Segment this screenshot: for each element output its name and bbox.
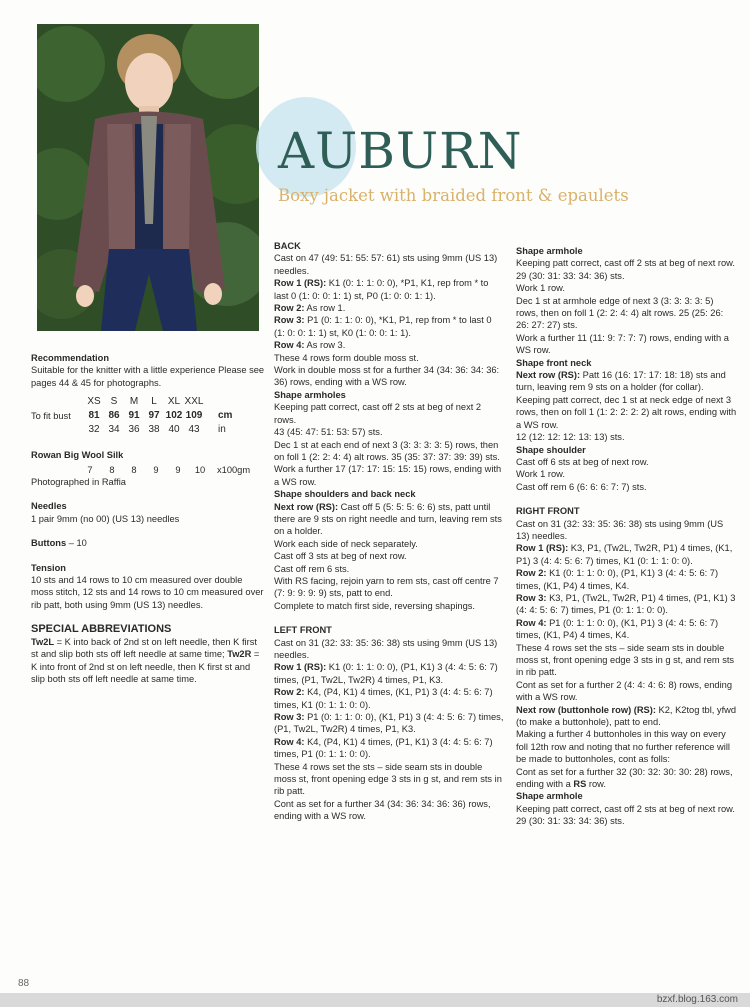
section-heading: Shape shoulder: [516, 444, 586, 455]
instruction: With RS facing, rejoin yarn to rem sts, cast off centre 7 (7: 9: 9: 9: 9) sts, patt to end.: [274, 575, 499, 599]
yarn-count: 8: [109, 464, 115, 475]
instruction: Work in double moss st for a further 34 (34: 36: 34: 36: 36) rows, ending with a WS row.: [274, 365, 500, 388]
row-label: Row 3:: [516, 592, 547, 603]
instruction: Cast on 31 (32: 33: 35: 36: 38) sts using 9mm (US 13) needles.: [516, 518, 724, 541]
row-label: Row 4:: [274, 340, 305, 351]
row-text: K1 (0: 1: 1: 0: 0), (P1, K1) 3 (4: 4: 5: 6: 7) times, (P1, Tw2L, Tw2R) 4 times, P1, K3.: [274, 662, 498, 685]
model-photo: [37, 24, 259, 331]
yarn-heading: Rowan Big Wool Silk: [31, 450, 124, 461]
needles-heading: Needles: [31, 501, 67, 512]
instruction-emphasis: RS: [573, 779, 587, 790]
row-text: P1 (0: 1: 1: 0: 0), (K1, P1) 3 (4: 4: 5: 6: 7) times, (K1, P4) 4 times, K4.: [516, 617, 719, 641]
instruction: These 4 rows set the sts – side seam sts in double moss st, front opening edge 3 sts in g st, and rem sts in rib patt.: [274, 761, 502, 797]
size-label: XXL: [184, 396, 204, 408]
instruction-row: [274, 661, 504, 686]
buttons-text: – 10: [68, 538, 87, 549]
instruction: These 4 rows form double moss st.: [274, 352, 419, 363]
bust-in: 32: [88, 424, 100, 436]
row-label: Row 2:: [274, 303, 305, 314]
size-label: XL: [167, 396, 181, 408]
row-label: Row 1 (RS):: [274, 278, 327, 289]
row-label: Row 1 (RS):: [274, 662, 327, 673]
row-label: Next row (RS):: [274, 501, 339, 512]
bust-cm: 102: [165, 410, 183, 422]
row-text: K3, P1, (Tw2L, Tw2R, P1) 4 times, (K1, P1) 3 (4: 4: 5: 6: 7) times, K1 (0: 1: 1: 0: 0).: [516, 543, 733, 566]
abbreviations-text: [31, 636, 265, 686]
bust-in: 38: [148, 424, 160, 436]
abbreviations-heading: SPECIAL ABBREVIATIONS: [31, 623, 172, 636]
yarn-count: 9: [153, 464, 159, 475]
row-text: As row 1.: [304, 303, 346, 314]
instruction-row: [274, 686, 504, 711]
bust-in: 36: [128, 424, 140, 436]
row-text: Patt 16 (16: 17: 17: 18: 18) sts and turn, leaving rem 9 sts on a holder (for collar).: [516, 370, 726, 393]
instruction-row: [516, 617, 738, 642]
instruction-row: [274, 339, 504, 351]
instruction: 12 (12: 12: 12: 13: 13) sts.: [516, 432, 625, 443]
bust-cm: 97: [148, 410, 160, 422]
instruction: 43 (45: 47: 51: 53: 57) sts.: [274, 427, 383, 438]
section-heading: Shape shoulders and back neck: [274, 489, 416, 500]
row-label: Row 2:: [274, 687, 305, 698]
left-front-heading: LEFT FRONT: [274, 625, 332, 636]
instruction: Work 1 row.: [516, 283, 565, 294]
yarn-count: 9: [175, 464, 181, 475]
size-label: S: [110, 396, 118, 408]
pattern-subtitle: Boxy jacket with braided front & epaulets: [278, 186, 629, 205]
row-label: Row 2:: [516, 568, 547, 579]
row-text: Cast off 5 (5: 5: 5: 6: 6) sts, patt until there are 9 sts on right needle and turn, leaving rem sts on a holder.: [274, 501, 502, 537]
instruction: Dec 1 st at armhole edge of next 3 (3: 3: 3: 3: 5) rows, then on foll 1 (2: 2: 4: 4) alt rows. 25 (25: 26: 26: 27: 27) sts.: [516, 295, 724, 331]
row-label: Next row (buttonhole row) (RS):: [516, 704, 656, 715]
section-heading: Shape front neck: [516, 357, 592, 368]
instruction: Cast off rem 6 (6: 6: 6: 7: 7) sts.: [516, 481, 647, 492]
size-table: [31, 395, 232, 437]
model-illustration: [37, 24, 259, 331]
page-number: 88: [18, 978, 30, 989]
tension-text: 10 sts and 14 rows to 10 cm measured over double moss stitch, 12 sts and 14 rows to 10 cm measured over rib patt, both using 9mm (US 13) needles.: [31, 575, 264, 610]
instruction-row: [274, 501, 504, 538]
row-label: Row 1 (RS):: [516, 543, 569, 554]
yarn-count: 7: [87, 464, 93, 475]
instruction: Cast off rem 6 sts.: [274, 563, 350, 574]
back-heading: BACK: [274, 241, 301, 251]
yarn-count: 10: [194, 464, 206, 475]
tw2r-text: = K into front of 2nd st on left needle, then K first st and slip both sts off left needle at same time.: [31, 649, 260, 684]
bust-cm: 109: [185, 410, 203, 422]
instruction-row: [274, 277, 504, 302]
fit-label: To fit bust: [31, 411, 71, 422]
needles-text: 1 pair 9mm (no 00) (US 13) needles: [31, 513, 180, 524]
bust-cm: 81: [88, 410, 100, 422]
row-text: K3, P1, (Tw2L, Tw2R, P1) 4 times, (P1, K1) 3 (4: 4: 5: 6: 7) times, P1 (0: 1: 1: 0: 0).: [516, 592, 736, 616]
instruction: Work a further 17 (17: 17: 15: 15: 15) rows, ending with a WS row.: [274, 464, 502, 487]
instruction-row: [274, 302, 504, 314]
row-text: K2, K2tog tbl, yfwd (to make a buttonhole), patt to end.: [516, 704, 737, 728]
buttons-line: [31, 537, 265, 549]
recommendation-heading: Recommendation: [31, 353, 110, 363]
yarn-quantities: [31, 464, 265, 476]
pattern-title: AUBURN: [278, 122, 523, 180]
instruction: Keeping patt correct, cast off 2 sts at beg of next 2 rows.: [274, 402, 482, 425]
instruction: Work 1 row.: [516, 469, 565, 480]
section-heading: Shape armhole: [516, 791, 583, 802]
row-label: Row 4:: [516, 617, 547, 628]
instruction: Making a further 4 buttonholes in this way on every foll 12th row and noting that no further reference will be made to buttonholes, cont as folls:: [516, 729, 730, 765]
instruction: Complete to match first side, reversing shapings.: [274, 600, 476, 611]
bust-cm: 91: [128, 410, 140, 422]
row-label: Row 3:: [274, 712, 305, 723]
instruction: Cast off 6 sts at beg of next row.: [516, 456, 649, 467]
instruction: Cont as set for a further 34 (34: 36: 34: 36: 36) rows, ending with a WS row.: [274, 798, 491, 822]
size-label: XS: [87, 396, 101, 408]
yarn-unit: x100gm: [217, 464, 251, 475]
row-text: K4, (P4, K1) 4 times, (K1, P1) 3 (4: 4: 5: 6: 7) times, K1 (0: 1: 1: 0: 0).: [274, 687, 493, 710]
right-column: [516, 245, 738, 828]
footer-bar: [0, 993, 750, 1007]
unit-cm: cm: [218, 410, 233, 422]
instruction: These 4 rows set the sts – side seam sts in double moss st, front opening edge 3 sts in g st, and rem sts in rib patt.: [516, 642, 735, 678]
unit-in: in: [218, 424, 226, 436]
row-text: As row 3.: [304, 340, 346, 351]
instruction: Cast off 3 sts at beg of next row.: [274, 551, 407, 562]
buttons-heading: Buttons: [31, 538, 67, 549]
instruction: Cont as set for a further 2 (4: 4: 4: 6: 8) rows, ending with a WS row.: [516, 679, 733, 703]
row-label: Row 4:: [274, 736, 305, 747]
instruction: Dec 1 st at each end of next 3 (3: 3: 3: 3: 5) rows, then on foll 1 (2: 2: 4: 4) alt rows. 35 (35: 37: 37: 39: 39) sts.: [274, 439, 500, 462]
right-front-heading: RIGHT FRONT: [516, 506, 580, 517]
recommendation-text: Suitable for the knitter with a little experience Please see pages 44 & 45 for photographs.: [31, 365, 265, 388]
size-label: M: [129, 396, 139, 408]
instruction-row: [516, 567, 738, 592]
instruction-row: [274, 314, 504, 339]
instruction-part: Cont as set for a further 32 (30: 32: 30: 30: 28) rows, ending with a: [516, 766, 733, 790]
instruction: Cast on 47 (49: 51: 55: 57: 61) sts using 9mm (US 13) needles.: [274, 253, 498, 276]
instruction-part: row.: [586, 779, 606, 790]
instruction: Keeping patt correct, dec 1 st at neck edge of next 3 rows, then on foll 1 (1: 2: 2: 2: 2) alt rows, ending with a WS row.: [516, 394, 737, 430]
instruction-row: [516, 592, 738, 617]
instruction-row: [274, 711, 504, 736]
tw2l-label: Tw2L: [31, 636, 55, 647]
row-label: Next row (RS):: [516, 370, 581, 381]
tw2l-text: = K into back of 2nd st on left needle, then K first st and slip both sts off left needle at same time;: [31, 636, 257, 660]
yarn-count: 8: [131, 464, 137, 475]
tw2r-label: Tw2R: [227, 649, 252, 660]
instruction-row: [274, 736, 504, 761]
size-label: L: [151, 396, 157, 408]
instruction: Keeping patt correct, cast off 2 sts at beg of next row. 29 (30: 31: 33: 34: 36) sts.: [516, 258, 735, 281]
yarn-note: Photographed in Raffia: [31, 477, 126, 488]
instruction: [516, 766, 738, 791]
instruction: Work a further 11 (11: 9: 7: 7: 7) rows, ending with a WS row.: [516, 332, 729, 356]
row-text: P1 (0: 1: 1: 0: 0), *K1, P1, rep from * to last 0 (1: 0: 0: 1: 1) st, K0 (1: 0: 0: 1: 1).: [274, 315, 492, 338]
instruction: Cast on 31 (32: 33: 35: 36: 38) sts using 9mm (US 13) needles.: [274, 637, 498, 660]
watermark: bzxf.blog.163.com: [656, 994, 738, 1005]
instruction-row: [516, 704, 738, 729]
bust-in: 34: [108, 424, 120, 436]
row-label: Row 3:: [274, 315, 305, 326]
section-heading: Shape armhole: [516, 246, 583, 256]
middle-column: [274, 240, 504, 823]
tension-heading: Tension: [31, 562, 66, 573]
instruction-row: [516, 542, 738, 567]
row-text: P1 (0: 1: 1: 0: 0), (K1, P1) 3 (4: 4: 5: 6: 7) times, (P1, Tw2L, Tw2R) 4 times, P1, K3.: [274, 712, 504, 735]
instruction-row: [516, 369, 738, 394]
instruction: Work each side of neck separately.: [274, 538, 418, 549]
row-text: K1 (0: 1: 1: 0: 0), (P1, K1) 3 (4: 4: 5: 6: 7) times, (K1, P4) 4 times, K4.: [516, 568, 719, 591]
bust-cm: 86: [108, 410, 120, 422]
row-text: K1 (0: 1: 1: 0: 0), *P1, K1, rep from * to last 0 (1: 0: 0: 1: 1) st, P0 (1: 0: 0: 1: 1).: [274, 278, 489, 301]
bust-in: 40: [168, 424, 180, 436]
row-text: K4, (P4, K1) 4 times, (P1, K1) 3 (4: 4: 5: 6: 7) times, P1 (0: 1: 1: 0: 0).: [274, 736, 493, 760]
instruction: Keeping patt correct, cast off 2 sts at beg of next row. 29 (30: 31: 33: 34: 36) sts.: [516, 803, 735, 827]
bust-in: 43: [188, 424, 200, 436]
left-column: [31, 352, 265, 685]
section-heading: Shape armholes: [274, 389, 346, 400]
